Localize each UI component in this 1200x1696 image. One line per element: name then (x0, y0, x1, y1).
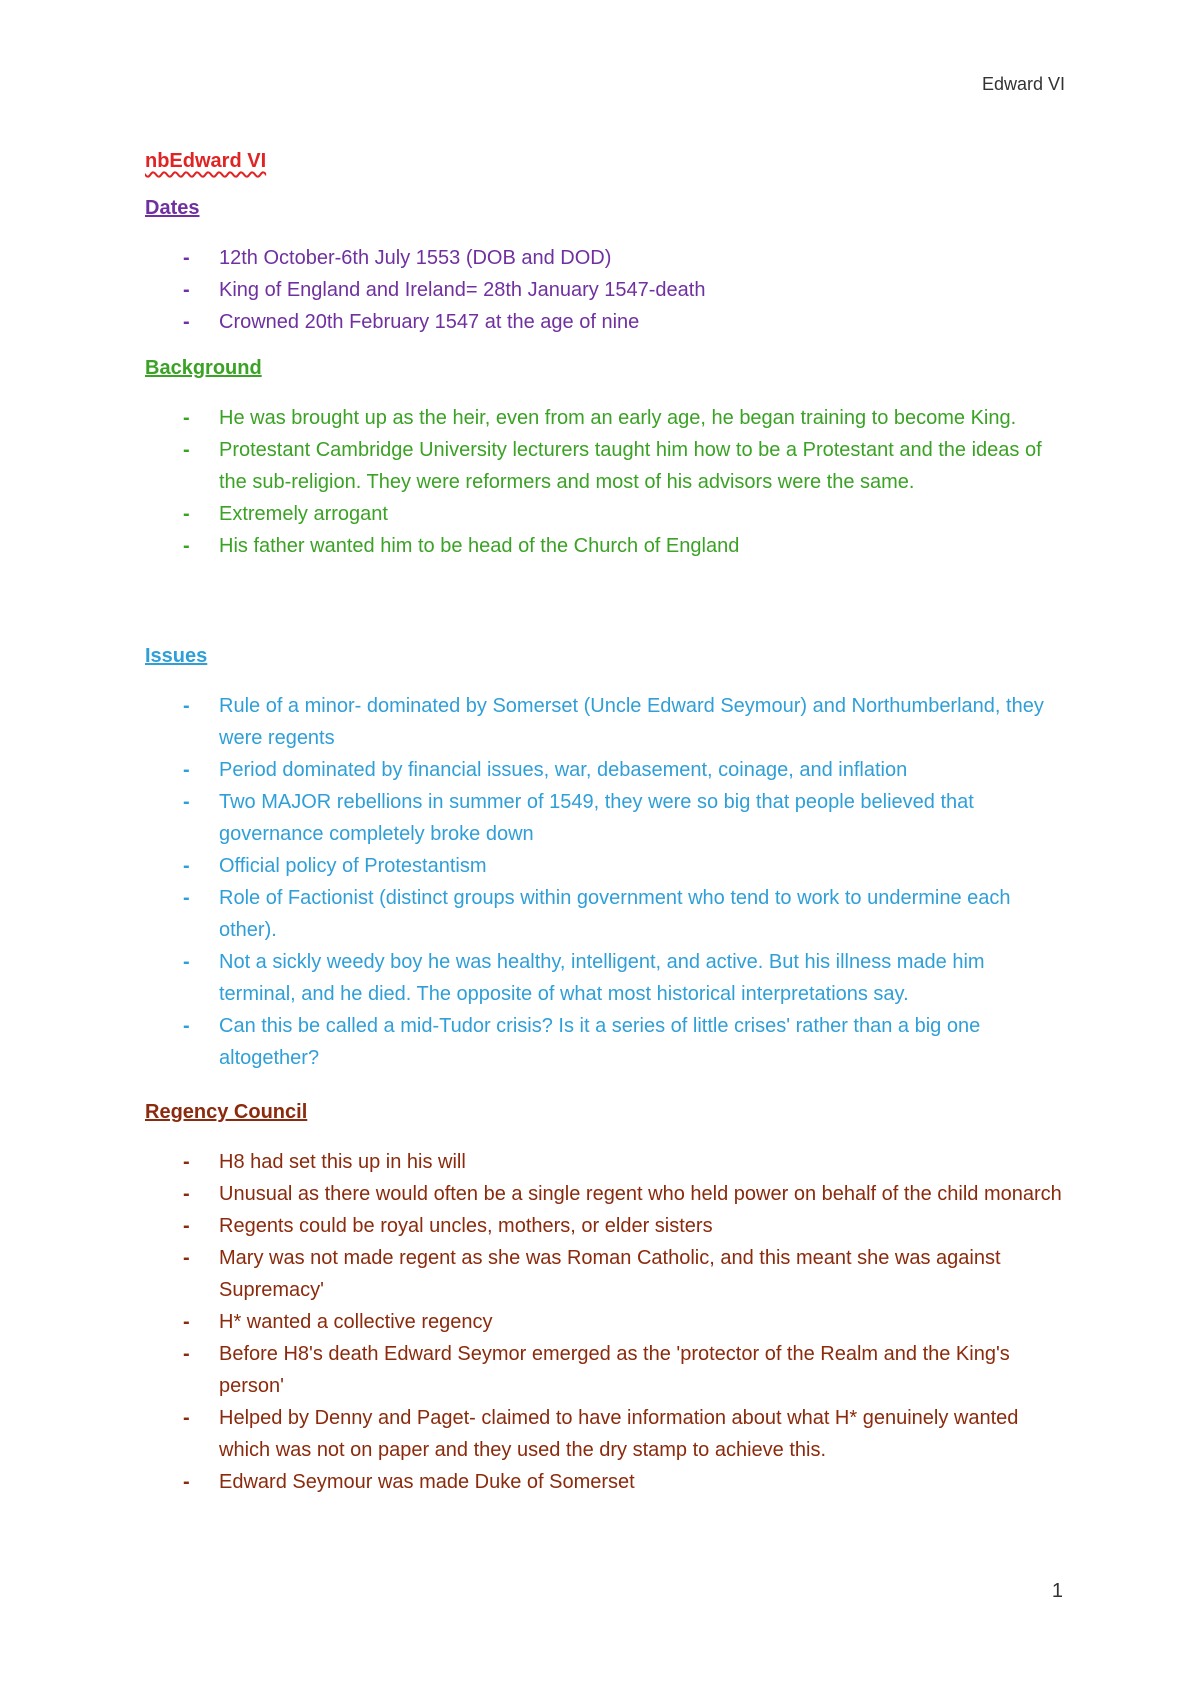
running-header: Edward VI (981, 74, 1065, 94)
bullet-dash: - (183, 247, 190, 269)
list-item (145, 402, 1065, 434)
list-item-text: Can this be called a mid-Tudor crisis? Is it a series of little crises' rather than a big one altogether? (219, 1015, 981, 1069)
list-item (145, 306, 1065, 338)
bullet-dash: - (183, 1183, 190, 1205)
list-item-text: Not a sickly weedy boy he was healthy, intelligent, and active. But his illness made him terminal, and he died. The opposite of what most historical interpretations say. (219, 951, 985, 1005)
bullet-dash: - (183, 439, 190, 461)
bullet-dash: - (183, 407, 190, 429)
bullet-list-regency-council (145, 1146, 1065, 1498)
bullet-dash: - (183, 791, 190, 813)
list-item-text: Mary was not made regent as she was Roman Catholic, and this meant she was against Supremacy' (219, 1247, 1001, 1301)
bullet-dash: - (183, 855, 190, 877)
list-item (145, 1210, 1065, 1242)
list-item-text: Period dominated by financial issues, war, debasement, coinage, and inflation (219, 759, 908, 781)
list-item-text: Role of Factionist (distinct groups within government who tend to work to undermine each other). (219, 887, 1011, 941)
list-item-text: He was brought up as the heir, even from an early age, he began training to become King. (219, 407, 1017, 429)
bullet-dash: - (183, 951, 190, 973)
list-item-text: Extremely arrogant (219, 503, 388, 525)
list-item (145, 1146, 1065, 1178)
list-item (145, 1242, 1065, 1306)
list-item-text: H8 had set this up in his will (219, 1151, 466, 1173)
bullet-dash: - (183, 1311, 190, 1333)
list-item (145, 274, 1065, 306)
list-item (145, 882, 1065, 946)
bullet-dash: - (183, 1407, 190, 1429)
list-item (145, 498, 1065, 530)
section-heading-dates: Dates (145, 197, 200, 219)
list-item (145, 1466, 1065, 1498)
list-item-text: Rule of a minor- dominated by Somerset (Uncle Edward Seymour) and Northumberland, they were regents (219, 695, 1044, 749)
list-item-text: Unusual as there would often be a single regent who held power on behalf of the child monarch (219, 1183, 1062, 1205)
list-item-text: Regents could be royal uncles, mothers, or elder sisters (219, 1215, 713, 1237)
list-item (145, 946, 1065, 1010)
list-item (145, 690, 1065, 754)
bullet-dash: - (183, 759, 190, 781)
list-item (145, 754, 1065, 786)
list-item (145, 530, 1065, 562)
bullet-dash: - (183, 1015, 190, 1037)
section-issues (145, 640, 1065, 1074)
bullet-dash: - (183, 887, 190, 909)
bullet-list-dates (145, 242, 1065, 338)
list-item-text: Edward Seymour was made Duke of Somerset (219, 1471, 635, 1493)
section-background (145, 352, 1065, 562)
list-item (145, 1306, 1065, 1338)
bullet-dash: - (183, 311, 190, 333)
list-item-text: Protestant Cambridge University lecturers taught him how to be a Protestant and the ideas of the sub-religion. They were reformers and most of his advisors were the same. (219, 439, 1042, 493)
list-item (145, 434, 1065, 498)
list-item-text: Before H8's death Edward Seymor emerged as the 'protector of the Realm and the King's person' (219, 1343, 1010, 1397)
bullet-dash: - (183, 279, 190, 301)
list-item-text: Helped by Denny and Paget- claimed to have information about what H* genuinely wanted which was not on paper and they used the dry stamp to achieve this. (219, 1407, 1019, 1461)
section-dates (145, 192, 1065, 338)
section-regency-council (145, 1096, 1065, 1498)
list-item (145, 1402, 1065, 1466)
list-item-text: Official policy of Protestantism (219, 855, 487, 877)
section-heading-background: Background (145, 357, 262, 379)
bullet-list-background (145, 402, 1065, 562)
list-item-text: Crowned 20th February 1547 at the age of nine (219, 311, 640, 333)
list-item (145, 1178, 1065, 1210)
bullet-dash: - (183, 1215, 190, 1237)
list-item (145, 850, 1065, 882)
bullet-dash: - (183, 1247, 190, 1269)
list-item-text: H* wanted a collective regency (219, 1311, 493, 1333)
list-item (145, 1010, 1065, 1074)
bullet-dash: - (183, 1343, 190, 1365)
list-item-text: 12th October-6th July 1553 (DOB and DOD) (219, 247, 612, 269)
list-item-text: Two MAJOR rebellions in summer of 1549, they were so big that people believed that governance completely broke down (219, 791, 974, 845)
section-heading-issues: Issues (145, 645, 208, 667)
list-item-text: King of England and Ireland= 28th January 1547-death (219, 279, 706, 301)
bullet-dash: - (183, 1151, 190, 1173)
section-heading-regency-council: Regency Council (145, 1101, 308, 1123)
bullet-dash: - (183, 695, 190, 717)
list-item-text: His father wanted him to be head of the Church of England (219, 535, 740, 557)
bullet-dash: - (183, 1471, 190, 1493)
page-number: 1 (1051, 1580, 1063, 1602)
list-item (145, 1338, 1065, 1402)
bullet-list-issues (145, 690, 1065, 1074)
list-item (145, 786, 1065, 850)
bullet-dash: - (183, 503, 190, 525)
document-title: nbEdward VI (145, 150, 267, 172)
bullet-dash: - (183, 535, 190, 557)
list-item (145, 242, 1065, 274)
